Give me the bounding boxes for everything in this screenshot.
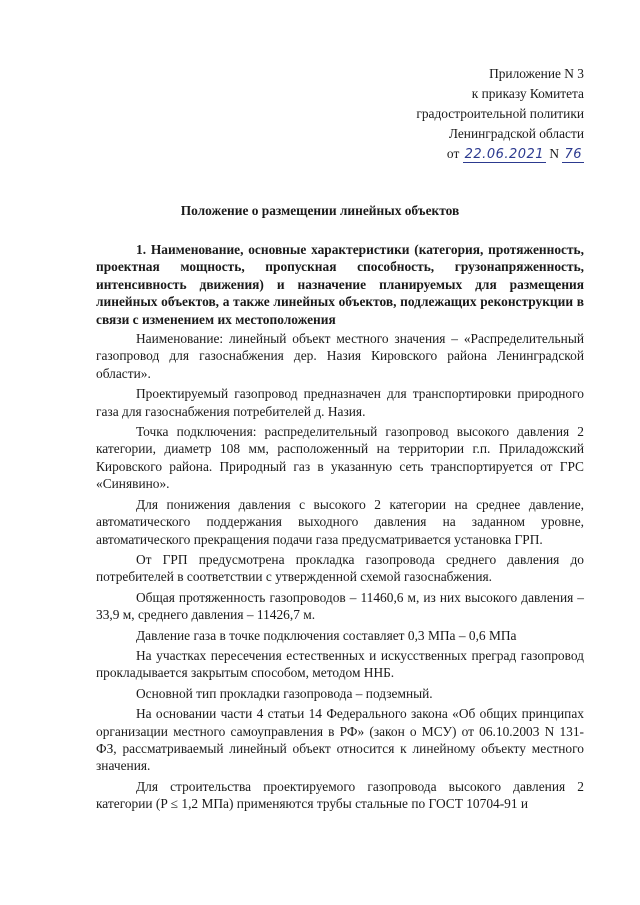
paragraph-crossings: На участках пересечения естественных и искусственных преград газопровод прокладывается закрытым способом, методом ННБ. — [96, 647, 584, 681]
paragraph-length: Общая протяженность газопроводов – 11460,6 м, из них высокого давления – 33,9 м, среднего давления – 11426,7 м. — [96, 589, 584, 623]
date-prefix: от — [446, 146, 463, 161]
order-reference: к приказу Комитета — [471, 86, 584, 101]
handwritten-number: 76 — [564, 147, 582, 162]
date-number-line — [416, 144, 584, 165]
document-body — [96, 241, 584, 816]
paragraph-pressure-reduction: Для понижения давления с высокого 2 категории на среднее давление, автоматического поддержания выходного давления на заданном уровне, автоматического прекращения подачи газа предусматривается установка ГРП. — [96, 496, 584, 547]
document-title: Положение о размещении линейных объектов — [180, 203, 460, 218]
handwritten-date: 22.06.2021 — [464, 147, 545, 162]
appendix-number: Приложение N 3 — [489, 66, 584, 81]
number-prefix: N — [546, 146, 563, 161]
paragraph-pressure: Давление газа в точке подключения составляет 0,3 МПа – 0,6 МПа — [136, 627, 517, 643]
committee-name-line2: Ленинградской области — [448, 126, 584, 141]
paragraph-legal-basis: На основании части 4 статьи 14 Федерального закона «Об общих принципах организации местного самоуправления в РФ» (закон о МСУ) от 06.10.2003 N 131-ФЗ, рассматриваемый линейный объект относится к линейному объекту местного значения. — [96, 706, 584, 774]
paragraph-name: Наименование: линейный объект местного значения – «Распределительный газопровод для газоснабжения дер. Назия Кировского района Ленинградской области». — [96, 331, 584, 381]
paragraph-pipes: Для строительства проектируемого газопровода высокого давления 2 категории (P ≤ 1,2 МПа) применяются трубы стальные по ГОСТ 10704-91 и — [96, 778, 584, 812]
section-heading: 1. Наименование, основные характеристики (категория, протяженность, проектная мощность, пропускная способность, грузонапряженность, интенсивность движения) и назначение планируемых для размещения линейных объектов, а также линейных объектов, подлежащих реконструкции в связи с изменением их местоположения — [96, 242, 584, 327]
committee-name-line1: градостроительной политики — [416, 106, 584, 121]
appendix-header — [416, 64, 584, 165]
paragraph-purpose: Проектируемый газопровод предназначен для транспортировки природного газа для газоснабжения потребителей д. Назия. — [96, 386, 584, 419]
paragraph-grp-laying: От ГРП предусмотрена прокладка газопровода среднего давления до потребителей в соответствии с утвержденной схемой газоснабжения. — [96, 551, 584, 585]
paragraph-laying-type: Основной тип прокладки газопровода – подземный. — [136, 685, 433, 701]
paragraph-connection-point: Точка подключения: распределительный газопровод высокого давления 2 категории, диаметр 108 мм, расположенный на территории г.п. Приладожский Кировского района. Природный газ в указанную сеть транспортируется от ГРС «Синявино». — [96, 424, 584, 492]
